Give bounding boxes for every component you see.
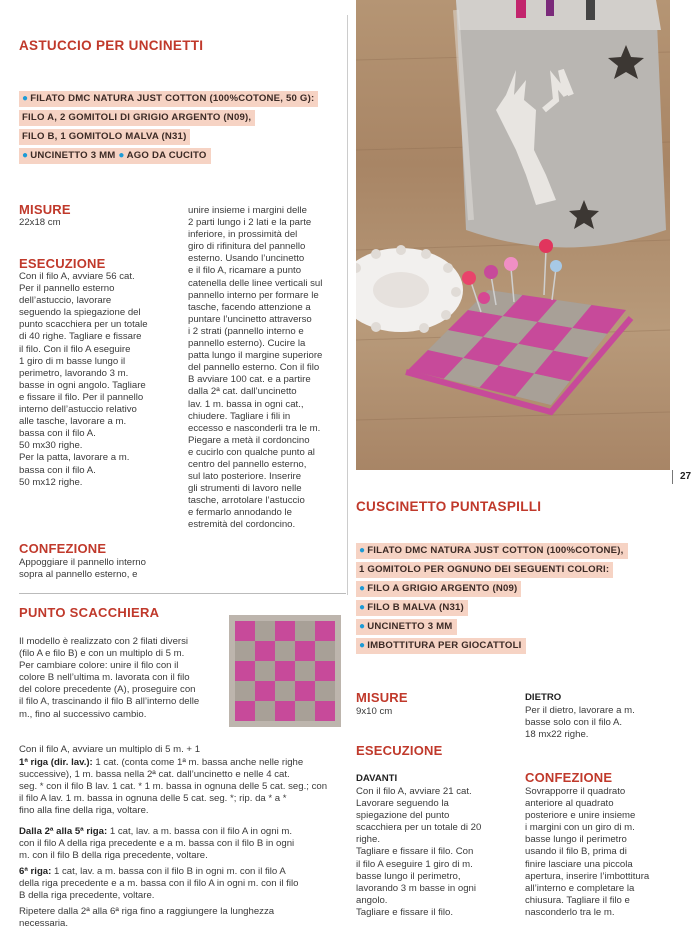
swatch-square (315, 641, 335, 661)
swatch-square (255, 701, 275, 721)
page-number-rule (672, 470, 673, 484)
punto-heading: PUNTO SCACCHIERA (19, 605, 160, 620)
row1-text: 1 cat. (conta come 1ª m. bassa anche nelle righe successive), 1 m. bassa nella 2ª cat. dall’uncinetto e nelle 4 cat. seg. * con il filo B lav. 1 cat. * 1 m. bassa in ognuna delle 5 cat. seg.; con il filo A lav. 1 m. bassa in ognuna delle 5 cat. seg. *; rip. da * a * fino alla fine della riga, voltare. (19, 757, 328, 817)
material-line: ● FILO A GRIGIO ARGENTO (N09) (356, 581, 521, 597)
cuscinetto-materials (356, 540, 656, 654)
confezione-heading: CONFEZIONE (19, 541, 107, 556)
checkerboard-swatch-image (229, 615, 341, 727)
bullet-icon: ● (22, 150, 29, 161)
material-line: ● UNCINETTO 3 MM ● AGO DA CUCITO (19, 148, 211, 164)
bullet-icon: ● (359, 602, 366, 613)
swatch-square (315, 681, 335, 701)
row1-label: 1ª riga (dir. lav.): (19, 757, 93, 768)
punto-start: Con il filo A, avviare un multiplo di 5 m. + 1 (19, 744, 201, 755)
dietro-text: Per il dietro, lavorare a m. basse solo con il filo A. 18 mx22 righe. (525, 705, 635, 741)
bullet-icon: ● (118, 150, 125, 161)
cuscinetto-esecuzione-heading: ESECUZIONE (356, 743, 443, 758)
section-divider (19, 593, 346, 594)
swatch-square (275, 661, 295, 681)
davanti-text: Con il filo A, avviare 21 cat. Lavorare seguendo la spiegazione del punto scacchiera per un totale di 20 righe. Tagliare e fissare il filo. Con il filo A eseguire 1 giro di m. basse lungo il perimetro, lavorando 3 m basse in ogni angolo. Tagliare e fissare il filo. (356, 786, 482, 918)
row2-text: 1 cat, lav. a m. bassa con il filo A in ogni m. con il filo A della riga precedente e a m. bassa con il filo B in ogni m. con il filo B della riga precedente, voltare. (19, 826, 295, 862)
bullet-icon: ● (359, 640, 366, 651)
swatch-square (315, 621, 335, 641)
punto-intro: Il modello è realizzato con 2 filati diversi (filo A e filo B) e con un multiplo di 5 m. Per cambiare colore: unire il filo con il colore B nell’ultima m. lavorata con il filo del colore precedente (A), proseguire con il filo A, trascinando il filo B all’interno delle m., fino al successivo cambio. (19, 636, 200, 720)
swatch-square (275, 681, 295, 701)
swatch-square (275, 701, 295, 721)
swatch-square (275, 641, 295, 661)
astuccio-column2-text: unire insieme i margini delle 2 parti lungo i 2 lati e la parte inferiore, in prossimità del giro di rifinitura del pannello esterno. Usando l’uncinetto e il filo A, ricamare a punto catenella delle linee verticali sul pannello interno per formare le tasche, facendo attenzione a puntare l’uncinetto attraverso i 2 strati (pannello interno e pannello esterno). Cucire la patta lungo il margine superiore del pannello esterno. Con il filo B avviare 100 cat. e a partire dalla 2ª cat. dall’uncinetto lav. 1 m. bassa in ogni cat., chiudere. Tagliare i fili in eccesso e nasconderli tra le m. Piegare a metà il cordoncino e cucirlo con qualche punto al centro del pannello esterno, sul lato posteriore. Inserire gli strumenti di lavoro nelle tasche, arrotolare l’astuccio e fermarlo annodando le estremità del cordoncino. (188, 205, 323, 531)
swatch-square (295, 621, 315, 641)
davanti-heading: DAVANTI (356, 773, 398, 784)
bullet-icon: ● (359, 545, 366, 556)
bullet-icon: ● (359, 583, 366, 594)
material-line: ● IMBOTTITURA PER GIOCATTOLI (356, 638, 526, 654)
swatch-square (235, 681, 255, 701)
row2-label: Dalla 2ª alla 5ª riga: (19, 826, 108, 837)
esecuzione-text: Con il filo A, avviare 56 cat. Per il pannello esterno dell’astuccio, lavorare seguendo la spiegazione del punto scacchiera per un totale di 40 righe. Tagliare e fissare il filo. Con il filo A eseguire 1 giro di m basse lungo il perimetro, lavorando 3 m. basse in ogni angolo. Tagliare e fissare il filo. Per il pannello interno dell’astuccio relativo alle tasche, lavorare a m. bassa con il filo A. 50 mx30 righe. Per la patta, lavorare a m. bassa con il filo A. 50 mx12 righe. (19, 271, 148, 488)
bullet-icon: ● (359, 621, 366, 632)
swatch-square (295, 701, 315, 721)
swatch-square (255, 621, 275, 641)
row6-label: 6ª riga: (19, 866, 52, 877)
pincushion-photo (356, 0, 670, 470)
material-line: FILO B, 1 GOMITOLO MALVA (N31) (19, 129, 190, 145)
swatch-square (255, 661, 275, 681)
cuscinetto-confezione-text: Sovrapporre il quadrato anteriore al quadrato posteriore e unire insieme i margini con un giro di m. basse lungo il perimetro usando il filo B, prima di finire lasciare una piccola apertura, inserire l’imbottitura all’interno e completare la chiusura. Tagliare il filo e nasconderlo tra le m. (525, 786, 650, 918)
page-number: 27 (680, 471, 692, 482)
material-line: FILO A, 2 GOMITOLI DI GRIGIO ARGENTO (N09), (19, 110, 255, 126)
swatch-square (255, 681, 275, 701)
swatch-square (275, 621, 295, 641)
material-line: ● FILO B MALVA (N31) (356, 600, 468, 616)
material-line: ● FILATO DMC NATURA JUST COTTON (100%COTONE), (356, 543, 628, 559)
bullet-icon: ● (22, 93, 29, 104)
repeat-instructions: Ripetere dalla 2ª alla 6ª riga fino a raggiungere la lunghezza necessaria. (19, 906, 275, 930)
swatch-svg (229, 615, 341, 727)
material-line: 1 GOMITOLO PER OGNUNO DEI SEGUENTI COLORI: (356, 562, 613, 578)
swatch-square (315, 701, 335, 721)
swatch-square (235, 661, 255, 681)
material-line: ● FILATO DMC NATURA JUST COTTON (100%COTONE, 50 G): (19, 91, 318, 107)
cuscinetto-misure-heading: MISURE (356, 690, 408, 705)
misure-text: 22x18 cm (19, 217, 61, 228)
photo-svg (356, 0, 670, 470)
dietro-heading: DIETRO (525, 692, 562, 703)
swatch-square (255, 641, 275, 661)
astuccio-title: ASTUCCIO PER UNCINETTI (19, 38, 204, 53)
material-line: ● UNCINETTO 3 MM (356, 619, 457, 635)
row1-instructions (19, 757, 349, 817)
confezione-text: Appoggiare il pannello interno sopra al pannello esterno, e (19, 557, 146, 581)
row6-text: 1 cat, lav. a m. bassa con il filo B in ogni m. con il filo A della riga precedente e a m. bassa con il filo A in ogni m. con il filo B della riga precedente, voltare. (19, 866, 299, 902)
swatch-square (235, 621, 255, 641)
row2-instructions (19, 826, 349, 862)
column-rule (347, 15, 348, 595)
swatch-square (295, 641, 315, 661)
swatch-square (235, 641, 255, 661)
cuscinetto-misure-text: 9x10 cm (356, 706, 393, 717)
swatch-square (235, 701, 255, 721)
astuccio-materials (19, 88, 349, 164)
cuscinetto-confezione-heading: CONFEZIONE (525, 770, 613, 785)
swatch-square (295, 661, 315, 681)
esecuzione-heading: ESECUZIONE (19, 256, 106, 271)
swatch-square (295, 681, 315, 701)
swatch-square (315, 661, 335, 681)
misure-heading: MISURE (19, 202, 71, 217)
row6-instructions (19, 866, 349, 902)
cuscinetto-title: CUSCINETTO PUNTASPILLI (356, 499, 542, 514)
